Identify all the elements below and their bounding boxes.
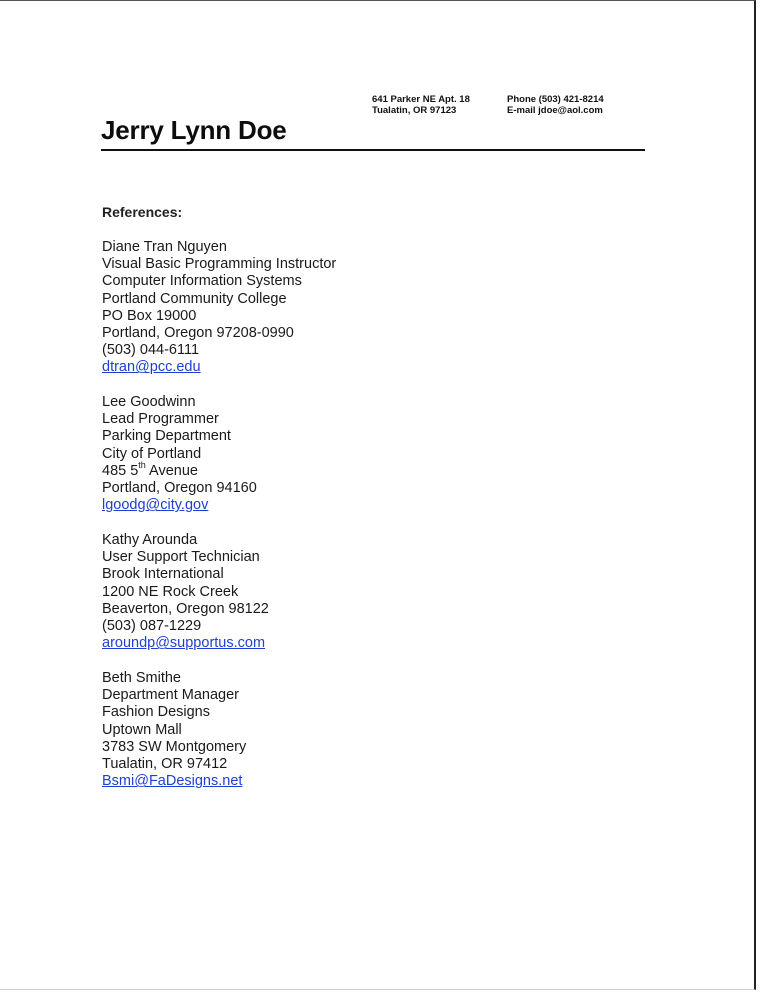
- reference-email-link[interactable]: lgoodg@city.gov: [102, 497, 209, 514]
- reference-title: User Support Technician: [102, 549, 260, 566]
- reference-department: Parking Department: [102, 428, 231, 445]
- reference-email-link[interactable]: aroundp@supportus.com: [102, 635, 266, 652]
- reference-entry: [102, 532, 269, 652]
- reference-name: Diane Tran Nguyen: [102, 239, 227, 255]
- reference-organization: Uptown Mall: [102, 721, 182, 738]
- reference-department: Fashion Designs: [102, 704, 210, 721]
- contact-phone-block: [507, 94, 604, 116]
- reference-email-link[interactable]: dtran@pcc.edu: [102, 359, 201, 376]
- reference-title: Lead Programmer: [102, 411, 219, 428]
- reference-name: Lee Goodwinn: [102, 394, 196, 410]
- reference-title: Visual Basic Programming Instructor: [102, 256, 337, 273]
- reference-entry: [102, 394, 257, 514]
- ordinal-suffix: th: [138, 459, 146, 470]
- reference-street: 1200 NE Rock Creek: [102, 583, 239, 600]
- reference-phone: (503) 044-6111: [102, 342, 200, 359]
- reference-name: Kathy Arounda: [102, 532, 198, 548]
- header-divider: [101, 149, 645, 151]
- address-line-1: 641 Parker NE Apt. 18: [372, 94, 470, 105]
- phone-line: Phone (503) 421-8214: [507, 94, 604, 105]
- address-line-2: Tualatin, OR 97123: [372, 105, 457, 116]
- reference-entry: [102, 670, 246, 790]
- reference-entry: [102, 239, 336, 377]
- reference-city: Tualatin, OR 97412: [102, 756, 228, 773]
- street-name: Avenue: [145, 462, 198, 479]
- reference-city: Portland, Oregon 94160: [102, 480, 257, 497]
- references-heading: References:: [102, 204, 183, 220]
- street-number: 485 5: [102, 462, 139, 479]
- reference-city: Portland, Oregon 97208-0990: [102, 325, 294, 342]
- reference-name: Beth Smithe: [102, 670, 181, 686]
- reference-department: Computer Information Systems: [102, 273, 302, 290]
- reference-city: Beaverton, Oregon 98122: [102, 600, 269, 617]
- reference-organization: City of Portland: [102, 445, 202, 462]
- reference-street: [102, 459, 257, 480]
- reference-title: Department Manager: [102, 687, 240, 704]
- reference-street: PO Box 19000: [102, 307, 197, 324]
- email-line: E-mail jdoe@aol.com: [507, 105, 603, 116]
- contact-address-block: [372, 94, 470, 116]
- applicant-name: Jerry Lynn Doe: [101, 115, 287, 145]
- reference-phone: (503) 087-1229: [102, 618, 202, 635]
- reference-email-link[interactable]: Bsmi@FaDesigns.net: [102, 773, 243, 790]
- reference-organization: Brook International: [102, 566, 224, 583]
- reference-street: 3783 SW Montgomery: [102, 738, 247, 755]
- reference-organization: Portland Community College: [102, 290, 287, 307]
